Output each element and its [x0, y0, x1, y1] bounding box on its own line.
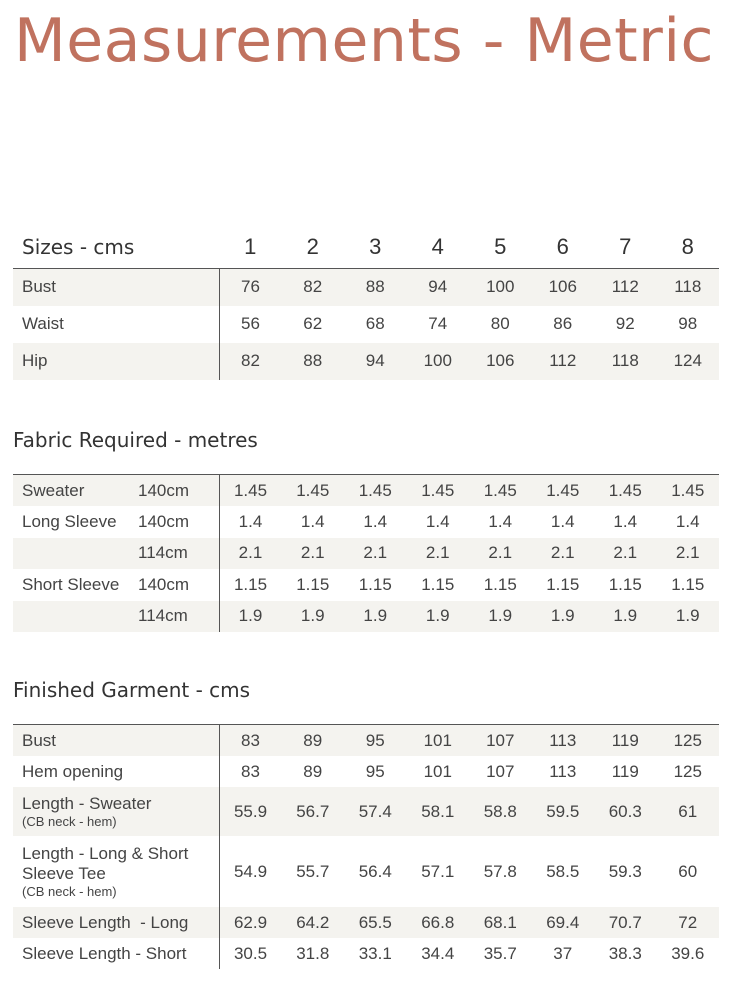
table-cell: 2.1: [407, 538, 470, 569]
table-cell: 1.4: [488, 512, 513, 532]
table-cell: 1.9: [469, 601, 532, 632]
table-cell: 58.1: [407, 787, 470, 836]
table-cell: 1.45: [219, 475, 282, 506]
table-cell: 39.6: [671, 943, 705, 963]
table-cell: 56: [241, 314, 260, 333]
row-note: (CB neck - hem): [22, 884, 117, 899]
table-cell: 2.1: [469, 538, 532, 569]
table-row: [13, 538, 719, 569]
table-row: [13, 756, 719, 787]
table-cell: 1.45: [407, 475, 470, 506]
table-cell: 2.1: [344, 538, 407, 569]
table-cell: 1.9: [532, 601, 595, 632]
size-column-header: 6: [556, 234, 569, 259]
table-cell: 1.9: [282, 601, 345, 632]
table-cell: 118: [594, 343, 657, 380]
table-cell: 56.4: [358, 861, 392, 881]
table-cell: 1.4: [300, 512, 325, 532]
row-label: Long Sleeve: [22, 512, 117, 532]
sizes-header-row: [13, 226, 719, 269]
table-cell: 68.1: [469, 907, 532, 938]
table-cell: 1.45: [282, 475, 345, 506]
size-column-header: 2: [306, 234, 319, 259]
table-cell: 2.1: [594, 538, 657, 569]
table-cell: 1.4: [363, 512, 388, 532]
table-cell: 64.2: [282, 907, 345, 938]
table-cell: 112: [532, 343, 595, 380]
size-column-header: 3: [369, 234, 382, 259]
fabric-width: 114cm: [138, 538, 219, 569]
row-label: Hip: [13, 343, 219, 380]
table-cell: 1.15: [233, 574, 268, 594]
table-cell: 1.45: [657, 475, 720, 506]
table-cell: 118: [657, 269, 720, 306]
row-label: [13, 725, 219, 756]
row-label: [13, 538, 138, 569]
table-row: [13, 569, 719, 600]
row-label-text: Bust: [22, 730, 57, 750]
table-cell: 1.15: [608, 574, 642, 594]
table-cell: 1.45: [469, 475, 532, 506]
garment-heading: Finished Garment - cms: [13, 678, 251, 702]
table-cell: 62: [303, 314, 323, 333]
table-cell: 80: [490, 314, 510, 333]
table-cell: 76: [219, 269, 282, 306]
row-label: [13, 601, 138, 632]
table-cell: 2.1: [282, 538, 345, 569]
row-label-text: Length - Sweater: [22, 794, 152, 813]
size-column-header: 7: [619, 234, 632, 259]
table-cell: 38.3: [608, 943, 642, 963]
table-cell: 82: [282, 269, 345, 306]
table-cell: 2.1: [532, 538, 595, 569]
table-row: [13, 787, 719, 836]
table-row: [13, 306, 719, 343]
table-cell: 59.3: [608, 861, 642, 881]
table-cell: 31.8: [296, 943, 330, 963]
table-cell: 57.4: [344, 787, 407, 836]
table-cell: 119: [594, 725, 657, 756]
table-cell: 1.15: [296, 574, 330, 594]
table-cell: 101: [407, 725, 470, 756]
row-label: [13, 787, 219, 836]
table-cell: 1.4: [613, 512, 638, 532]
table-cell: 125: [673, 761, 702, 781]
row-label: [13, 907, 219, 938]
table-cell: 34.4: [421, 943, 455, 963]
table-cell: 112: [594, 269, 657, 306]
row-label: Short Sleeve: [22, 574, 120, 594]
table-cell: 98: [678, 314, 698, 333]
table-cell: 56.7: [282, 787, 345, 836]
table-cell: 66.8: [407, 907, 470, 938]
table-cell: 100: [469, 269, 532, 306]
table-cell: 2.1: [219, 538, 282, 569]
sizes-table-section: [13, 226, 719, 380]
size-column-header: 8: [681, 234, 694, 259]
row-label: [13, 756, 219, 787]
table-cell: 59.5: [532, 787, 595, 836]
garment-table: [13, 725, 720, 969]
table-cell: 1.9: [594, 601, 657, 632]
table-cell: 65.5: [344, 907, 407, 938]
table-cell: 1.15: [546, 574, 580, 594]
size-column-header: 4: [431, 234, 444, 259]
row-label: [13, 836, 219, 907]
table-cell: 95: [365, 761, 385, 781]
table-cell: 94: [407, 269, 470, 306]
table-cell: 101: [423, 761, 452, 781]
table-cell: 1.15: [421, 574, 455, 594]
row-label: Waist: [13, 306, 219, 343]
table-row: [13, 836, 719, 907]
fabric-table-section: [13, 474, 719, 632]
table-cell: 35.7: [483, 943, 517, 963]
fabric-width: 140cm: [138, 569, 219, 600]
table-cell: 1.45: [532, 475, 595, 506]
table-cell: 70.7: [594, 907, 657, 938]
table-row: [13, 938, 719, 969]
table-cell: 1.15: [358, 574, 392, 594]
table-cell: 94: [344, 343, 407, 380]
table-cell: 60: [678, 861, 698, 881]
table-cell: 60.3: [594, 787, 657, 836]
page-title: Measurements - Metric: [14, 6, 715, 76]
table-cell: 125: [657, 725, 720, 756]
table-cell: 1.4: [238, 512, 263, 532]
table-cell: 106: [469, 343, 532, 380]
row-label: [13, 938, 219, 969]
table-cell: 69.4: [532, 907, 595, 938]
table-cell: 83: [241, 761, 260, 781]
table-cell: 92: [615, 314, 635, 333]
table-cell: 33.1: [358, 943, 392, 963]
table-cell: 57.8: [483, 861, 517, 881]
table-cell: 82: [219, 343, 282, 380]
table-row: [13, 506, 719, 537]
table-cell: 54.9: [233, 861, 268, 881]
table-cell: 1.45: [344, 475, 407, 506]
table-cell: 58.8: [469, 787, 532, 836]
row-label-text: Sleeve Length - Long: [22, 912, 189, 932]
fabric-table: [13, 475, 719, 632]
table-cell: 72: [657, 907, 720, 938]
row-label: Bust: [13, 269, 219, 306]
fabric-width: 114cm: [138, 601, 219, 632]
table-cell: 106: [532, 269, 595, 306]
size-column-header: 1: [244, 234, 257, 259]
table-cell: 100: [407, 343, 470, 380]
table-cell: 57.1: [421, 861, 455, 881]
table-cell: 62.9: [219, 907, 282, 938]
row-label-text: Sleeve Length - Short: [22, 943, 187, 963]
garment-table-section: [13, 724, 719, 969]
table-cell: 55.9: [219, 787, 282, 836]
table-cell: 1.4: [425, 512, 450, 532]
table-row: [13, 601, 719, 632]
table-cell: 113: [532, 725, 595, 756]
table-cell: 1.9: [407, 601, 470, 632]
table-cell: 61: [657, 787, 720, 836]
table-cell: 1.15: [671, 574, 705, 594]
table-cell: 55.7: [296, 861, 330, 881]
row-note: (CB neck - hem): [22, 814, 117, 829]
table-cell: 119: [611, 761, 639, 781]
row-label: Sweater: [13, 475, 138, 506]
sizes-heading: Sizes - cms: [22, 235, 135, 259]
fabric-heading: Fabric Required - metres: [13, 428, 258, 452]
table-cell: 1.9: [657, 601, 720, 632]
table-cell: 1.4: [550, 512, 575, 532]
table-cell: 1.45: [594, 475, 657, 506]
table-row: [13, 725, 719, 756]
table-cell: 86: [553, 314, 573, 333]
table-cell: 58.5: [546, 861, 580, 881]
table-cell: 1.15: [483, 574, 517, 594]
table-cell: 89: [303, 761, 323, 781]
table-cell: 89: [282, 725, 345, 756]
table-cell: 2.1: [657, 538, 720, 569]
table-cell: 1.9: [344, 601, 407, 632]
fabric-width: 140cm: [138, 475, 219, 506]
table-cell: 88: [344, 269, 407, 306]
table-row: [13, 343, 719, 380]
table-cell: 83: [219, 725, 282, 756]
table-cell: 37: [553, 943, 573, 963]
table-cell: 124: [657, 343, 720, 380]
table-cell: 107: [486, 761, 515, 781]
table-row: [13, 269, 719, 306]
table-cell: 1.4: [675, 512, 700, 532]
table-row: [13, 907, 719, 938]
table-cell: 74: [428, 314, 448, 333]
table-cell: 113: [549, 761, 577, 781]
fabric-width: 140cm: [138, 506, 219, 537]
row-label-text: Hem opening: [22, 761, 124, 781]
table-cell: 30.5: [233, 943, 268, 963]
table-cell: 68: [365, 314, 385, 333]
table-cell: 1.9: [219, 601, 282, 632]
table-cell: 95: [344, 725, 407, 756]
size-column-header: 5: [494, 234, 507, 259]
table-cell: 88: [282, 343, 345, 380]
row-label-text: Length - Long & Short Sleeve Tee: [22, 844, 189, 883]
table-row: [13, 475, 719, 506]
table-cell: 107: [469, 725, 532, 756]
sizes-table: [13, 226, 719, 380]
